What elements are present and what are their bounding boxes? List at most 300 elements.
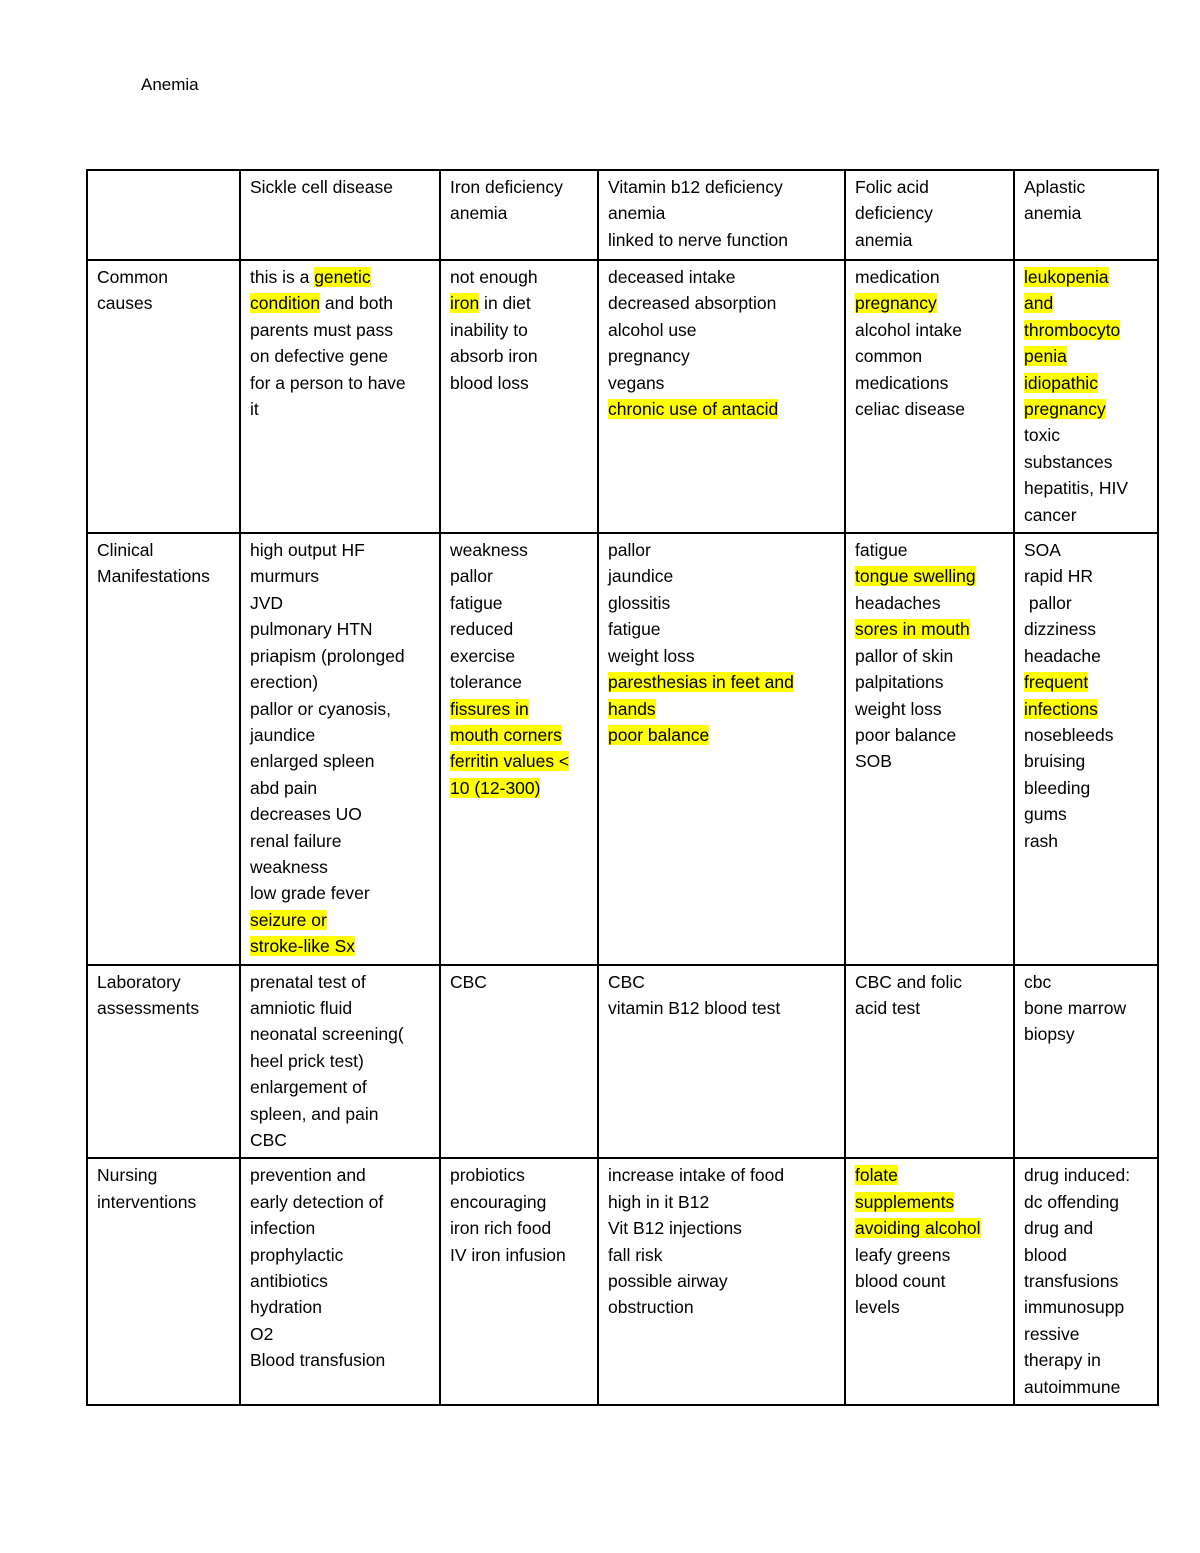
cell-text: renal failure <box>250 830 342 851</box>
cell-text: anemia <box>855 229 913 250</box>
highlighted-text: iron <box>450 293 480 314</box>
highlighted-text: fissures in <box>450 698 529 719</box>
table-cell <box>240 533 440 965</box>
cell-line <box>250 1101 430 1127</box>
cell-text: linked to nerve function <box>608 229 788 250</box>
cell-text: O2 <box>250 1323 274 1344</box>
cell-text: enlargement of <box>250 1077 367 1098</box>
highlighted-text: avoiding alcohol <box>855 1218 981 1239</box>
header-cell-aplastic-anemia <box>1014 170 1158 260</box>
cell-text: rapid HR <box>1024 566 1094 587</box>
cell-line <box>250 563 430 589</box>
cell-text: antibiotics <box>250 1271 328 1292</box>
cell-line <box>1024 801 1148 827</box>
table-cell <box>1014 1158 1158 1405</box>
cell-line <box>250 828 430 854</box>
cell-text: anemia <box>450 203 508 224</box>
cell-text: possible airway <box>608 1271 728 1292</box>
table-cell <box>1014 260 1158 533</box>
cell-text: therapy in <box>1024 1350 1101 1371</box>
header-cell-vitamin-b12-deficiency-a <box>598 170 845 260</box>
cell-text: dc offending <box>1024 1191 1120 1212</box>
cell-line <box>855 174 1004 200</box>
cell-line <box>608 264 835 290</box>
cell-line <box>608 317 835 343</box>
cell-text: decreases UO <box>250 804 362 825</box>
cell-line <box>250 590 430 616</box>
cell-text: probiotics <box>450 1165 525 1186</box>
cell-text: enlarged spleen <box>250 751 375 772</box>
cell-text: pallor of skin <box>855 645 954 666</box>
cell-text: pallor or cyanosis, <box>250 698 392 719</box>
highlighted-text: condition <box>250 293 321 314</box>
cell-line <box>1024 370 1148 396</box>
cell-line <box>855 1242 1004 1268</box>
cell-text: prenatal test of <box>250 971 366 992</box>
cell-line <box>250 1294 430 1320</box>
cell-text: CBC <box>250 1130 287 1150</box>
cell-text: vitamin B12 blood test <box>608 997 781 1018</box>
cell-line <box>855 1215 1004 1241</box>
cell-text: autoimmune <box>1024 1376 1121 1397</box>
cell-text: in diet <box>479 293 531 314</box>
cell-text: pulmonary HTN <box>250 619 373 640</box>
cell-text: weakness <box>450 540 528 561</box>
cell-text: blood <box>1024 1244 1067 1265</box>
cell-line <box>250 1347 430 1373</box>
cell-text: alcohol intake <box>855 319 963 340</box>
cell-line <box>250 317 430 343</box>
cell-line <box>608 290 835 316</box>
cell-text: hepatitis, HIV <box>1024 478 1129 499</box>
cell-text: priapism (prolonged <box>250 645 405 666</box>
cell-text: amniotic fluid <box>250 997 353 1018</box>
cell-text: infection <box>250 1218 316 1239</box>
cell-text: increase intake of food <box>608 1165 785 1186</box>
cell-line <box>250 1127 430 1153</box>
cell-text: fatigue <box>608 619 661 640</box>
cell-line <box>250 264 430 290</box>
cell-line <box>608 174 835 200</box>
cell-line <box>450 748 588 774</box>
cell-line <box>250 1215 430 1241</box>
cell-line <box>250 775 430 801</box>
cell-text: anemia <box>1024 203 1082 224</box>
cell-line <box>1024 590 1148 616</box>
table-cell <box>1014 533 1158 965</box>
cell-line <box>250 1189 430 1215</box>
cell-line <box>250 722 430 748</box>
highlighted-text: folate <box>855 1165 898 1186</box>
cell-line <box>1024 475 1148 501</box>
cell-line <box>250 801 430 827</box>
cell-line <box>250 643 430 669</box>
header-cell-iron-deficiency-anemia <box>440 170 598 260</box>
cell-line <box>608 1215 835 1241</box>
cell-text: it <box>250 399 259 420</box>
highlighted-text: chronic use of antacid <box>608 399 779 420</box>
highlighted-text: stroke-like Sx <box>250 936 356 957</box>
cell-text: reduced <box>450 619 514 640</box>
cell-line <box>608 537 835 563</box>
cell-text: absorb iron <box>450 346 538 367</box>
cell-line <box>608 696 835 722</box>
cell-line <box>608 616 835 642</box>
cell-line <box>250 696 430 722</box>
table-cell <box>598 533 845 965</box>
cell-text: obstruction <box>608 1297 694 1318</box>
cell-line <box>1024 722 1148 748</box>
cell-line <box>608 1294 835 1320</box>
cell-line <box>1024 502 1148 528</box>
table-cell <box>598 260 845 533</box>
cell-line <box>855 537 1004 563</box>
cell-line <box>608 1268 835 1294</box>
header-row <box>87 170 1158 260</box>
cell-line <box>450 643 588 669</box>
cell-text: early detection of <box>250 1191 384 1212</box>
cell-text: headache <box>1024 645 1101 666</box>
cell-text: jaundice <box>250 724 316 745</box>
cell-line <box>855 290 1004 316</box>
table-row-clinical-manifestations <box>87 533 1158 965</box>
cell-line <box>855 264 1004 290</box>
cell-line <box>1024 775 1148 801</box>
cell-text: deficiency <box>855 203 933 224</box>
cell-text: bleeding <box>1024 777 1091 798</box>
cell-line <box>450 174 588 200</box>
highlighted-text: infections <box>1024 698 1098 719</box>
highlighted-text: idiopathic <box>1024 372 1098 393</box>
cell-line <box>608 343 835 369</box>
cell-text: pallor <box>450 566 493 587</box>
row-label-text: Common <box>97 267 168 287</box>
document-title: Anemia <box>141 75 199 94</box>
cell-text: spleen, and pain <box>250 1103 379 1124</box>
table-row-nursing-interventions <box>87 1158 1158 1405</box>
cell-line <box>1024 422 1148 448</box>
table-cell <box>240 260 440 533</box>
cell-line <box>450 775 588 801</box>
cell-line <box>250 969 430 995</box>
table-row-laboratory-assessments <box>87 965 1158 1159</box>
highlighted-text: sores in mouth <box>855 619 970 640</box>
cell-line <box>855 590 1004 616</box>
cell-text: not enough <box>450 267 538 287</box>
row-label-cell <box>87 260 240 533</box>
cell-text: fall risk <box>608 1244 663 1265</box>
cell-line <box>450 669 588 695</box>
cell-line <box>608 1189 835 1215</box>
cell-line <box>450 1189 588 1215</box>
highlighted-text: tongue swelling <box>855 566 976 587</box>
cell-line <box>450 563 588 589</box>
cell-text: low grade fever <box>250 883 370 904</box>
cell-line <box>450 264 588 290</box>
cell-text: parents must pass <box>250 319 393 340</box>
cell-text: pregnancy <box>608 346 690 367</box>
cell-line <box>608 590 835 616</box>
cell-text: glossitis <box>608 592 671 613</box>
cell-line <box>250 880 430 906</box>
cell-line <box>450 1215 588 1241</box>
cell-line <box>250 933 430 959</box>
cell-line <box>1024 748 1148 774</box>
cell-text: fatigue <box>855 540 908 561</box>
cell-text: headaches <box>855 592 941 613</box>
cell-line <box>1024 264 1148 290</box>
cell-text: drug induced: <box>1024 1165 1131 1186</box>
cell-text: weight loss <box>608 645 695 666</box>
cell-line <box>608 396 835 422</box>
cell-line <box>855 995 1004 1021</box>
highlighted-text: mouth corners <box>450 724 562 745</box>
cell-text: nosebleeds <box>1024 724 1114 745</box>
cell-text: common <box>855 346 923 367</box>
table-cell <box>845 260 1014 533</box>
highlighted-text: 10 (12-300) <box>450 777 541 798</box>
cell-text: poor balance <box>855 724 957 745</box>
cell-text: Vitamin b12 deficiency <box>608 177 783 197</box>
row-label-text: causes <box>97 293 153 314</box>
table-cell <box>440 1158 598 1405</box>
cell-text: tolerance <box>450 672 522 693</box>
cell-text: erection) <box>250 672 319 693</box>
cell-line <box>855 969 1004 995</box>
cell-text: levels <box>855 1297 900 1318</box>
cell-line <box>250 616 430 642</box>
highlighted-text: genetic <box>314 267 371 287</box>
table-cell <box>598 1158 845 1405</box>
cell-text: neonatal screening( <box>250 1024 404 1045</box>
cell-text: JVD <box>250 592 284 613</box>
cell-text: blood loss <box>450 372 529 393</box>
cell-text: pallor <box>608 540 651 561</box>
cell-line <box>450 969 588 995</box>
cell-text: IV iron infusion <box>450 1244 566 1265</box>
highlighted-text: pregnancy <box>1024 399 1106 420</box>
cell-line <box>250 669 430 695</box>
cell-text: this is a <box>250 267 315 287</box>
cell-line <box>1024 696 1148 722</box>
cell-line <box>250 370 430 396</box>
cell-text: weight loss <box>855 698 942 719</box>
cell-line <box>855 1162 1004 1188</box>
cell-line <box>250 748 430 774</box>
cell-text: rash <box>1024 830 1059 851</box>
cell-text: celiac disease <box>855 399 965 420</box>
cell-line <box>1024 1268 1148 1294</box>
cell-line <box>608 669 835 695</box>
cell-line <box>1024 317 1148 343</box>
cell-line <box>608 563 835 589</box>
cell-text: medications <box>855 372 949 393</box>
cell-line <box>450 370 588 396</box>
highlighted-text: ferritin values < <box>450 751 570 772</box>
highlighted-text: hands <box>608 698 656 719</box>
cell-line <box>608 995 835 1021</box>
cell-line <box>1024 396 1148 422</box>
cell-line <box>855 317 1004 343</box>
header-cell-sickle-cell-disease <box>240 170 440 260</box>
cell-text: gums <box>1024 804 1067 825</box>
row-label-text: Nursing <box>97 1165 158 1186</box>
row-label-text: assessments <box>97 997 200 1018</box>
cell-text: abd pain <box>250 777 318 798</box>
cell-line <box>1024 669 1148 695</box>
cell-line <box>450 343 588 369</box>
cell-line <box>250 854 430 880</box>
cell-text: SOA <box>1024 540 1061 561</box>
cell-text: leafy greens <box>855 1244 951 1265</box>
cell-line <box>1024 616 1148 642</box>
cell-line <box>250 1321 430 1347</box>
cell-text: CBC <box>608 971 645 992</box>
cell-line <box>1024 1374 1148 1400</box>
cell-line <box>608 722 835 748</box>
cell-line <box>250 290 430 316</box>
table-cell <box>240 965 440 1159</box>
cell-line <box>855 396 1004 422</box>
cell-line <box>855 643 1004 669</box>
cell-line <box>1024 969 1148 995</box>
cell-line <box>450 590 588 616</box>
cell-line <box>250 995 430 1021</box>
cell-line <box>1024 1215 1148 1241</box>
cell-line <box>1024 537 1148 563</box>
cell-line <box>855 748 1004 774</box>
cell-line <box>1024 1294 1148 1320</box>
cell-line <box>450 200 588 226</box>
cell-line <box>855 200 1004 226</box>
cell-text: medication <box>855 267 940 287</box>
cell-text: Sickle cell disease <box>250 177 393 197</box>
cell-text: vegans <box>608 372 665 393</box>
cell-line <box>1024 1189 1148 1215</box>
cell-text: heel prick test) <box>250 1050 364 1071</box>
cell-line <box>450 290 588 316</box>
highlighted-text: and <box>1024 293 1054 314</box>
cell-line <box>1024 174 1148 200</box>
highlighted-text: frequent <box>1024 672 1089 693</box>
highlighted-text: supplements <box>855 1191 955 1212</box>
cell-line <box>855 696 1004 722</box>
table-cell <box>845 965 1014 1159</box>
cell-text: and both <box>320 293 394 314</box>
cell-line <box>250 1021 430 1047</box>
cell-text: bruising <box>1024 751 1086 772</box>
cell-line <box>608 227 835 253</box>
cell-text: CBC <box>450 971 487 992</box>
header-cell-folic-acid-deficiency-an <box>845 170 1014 260</box>
cell-line <box>855 227 1004 253</box>
row-label-text: Laboratory <box>97 971 181 992</box>
cell-line <box>1024 1321 1148 1347</box>
cell-text: biopsy <box>1024 1024 1075 1045</box>
cell-text: cancer <box>1024 504 1077 525</box>
cell-text: for a person to have <box>250 372 406 393</box>
header-corner-cell <box>87 170 240 260</box>
highlighted-text: paresthesias in feet and <box>608 672 794 693</box>
highlighted-text: penia <box>1024 346 1067 367</box>
cell-text: prophylactic <box>250 1244 344 1265</box>
cell-text: fatigue <box>450 592 503 613</box>
cell-line <box>450 722 588 748</box>
cell-line <box>250 537 430 563</box>
cell-line <box>608 643 835 669</box>
cell-line <box>1024 449 1148 475</box>
cell-text: hydration <box>250 1297 322 1318</box>
cell-line <box>250 1048 430 1074</box>
cell-text: high output HF <box>250 540 365 561</box>
row-label-cell <box>87 1158 240 1405</box>
cell-line <box>1024 290 1148 316</box>
highlighted-text: poor balance <box>608 724 710 745</box>
table-row-common-causes <box>87 260 1158 533</box>
cell-text: iron rich food <box>450 1218 552 1239</box>
cell-line <box>855 1268 1004 1294</box>
table-cell <box>845 533 1014 965</box>
cell-text: Iron deficiency <box>450 177 563 197</box>
cell-text: jaundice <box>608 566 674 587</box>
cell-line <box>855 370 1004 396</box>
cell-text: inability to <box>450 319 528 340</box>
cell-text: substances <box>1024 451 1113 472</box>
cell-line <box>855 722 1004 748</box>
cell-line <box>1024 1242 1148 1268</box>
row-label-text: interventions <box>97 1191 197 1212</box>
cell-text: on defective gene <box>250 346 389 367</box>
cell-line <box>608 1242 835 1268</box>
row-label-cell <box>87 965 240 1159</box>
cell-line <box>1024 1021 1148 1047</box>
cell-line <box>1024 1162 1148 1188</box>
row-label-cell <box>87 533 240 965</box>
cell-text: prevention and <box>250 1165 366 1186</box>
cell-text: high in it B12 <box>608 1191 710 1212</box>
cell-text: anemia <box>608 203 666 224</box>
cell-line <box>450 317 588 343</box>
cell-line <box>250 1162 430 1188</box>
cell-line <box>855 616 1004 642</box>
table-cell <box>240 1158 440 1405</box>
highlighted-text: pregnancy <box>855 293 937 314</box>
cell-text: transfusions <box>1024 1271 1119 1292</box>
cell-text: CBC and folic <box>855 971 962 992</box>
cell-line <box>1024 643 1148 669</box>
cell-text: bone marrow <box>1024 997 1127 1018</box>
table-cell <box>440 965 598 1159</box>
cell-text: exercise <box>450 645 516 666</box>
cell-line <box>250 1268 430 1294</box>
cell-line <box>855 1294 1004 1320</box>
cell-text: decreased absorption <box>608 293 777 314</box>
cell-line <box>250 343 430 369</box>
cell-line <box>250 396 430 422</box>
highlighted-text: seizure or <box>250 909 327 930</box>
highlighted-text: leukopenia <box>1024 267 1109 287</box>
cell-line <box>250 907 430 933</box>
cell-text: Aplastic <box>1024 177 1086 197</box>
cell-text: Folic acid <box>855 177 929 197</box>
cell-line <box>855 563 1004 589</box>
cell-line <box>1024 563 1148 589</box>
cell-line <box>250 1242 430 1268</box>
cell-line <box>250 1074 430 1100</box>
cell-text: ressive <box>1024 1323 1080 1344</box>
cell-text: pallor <box>1024 592 1072 613</box>
cell-line <box>250 174 430 200</box>
